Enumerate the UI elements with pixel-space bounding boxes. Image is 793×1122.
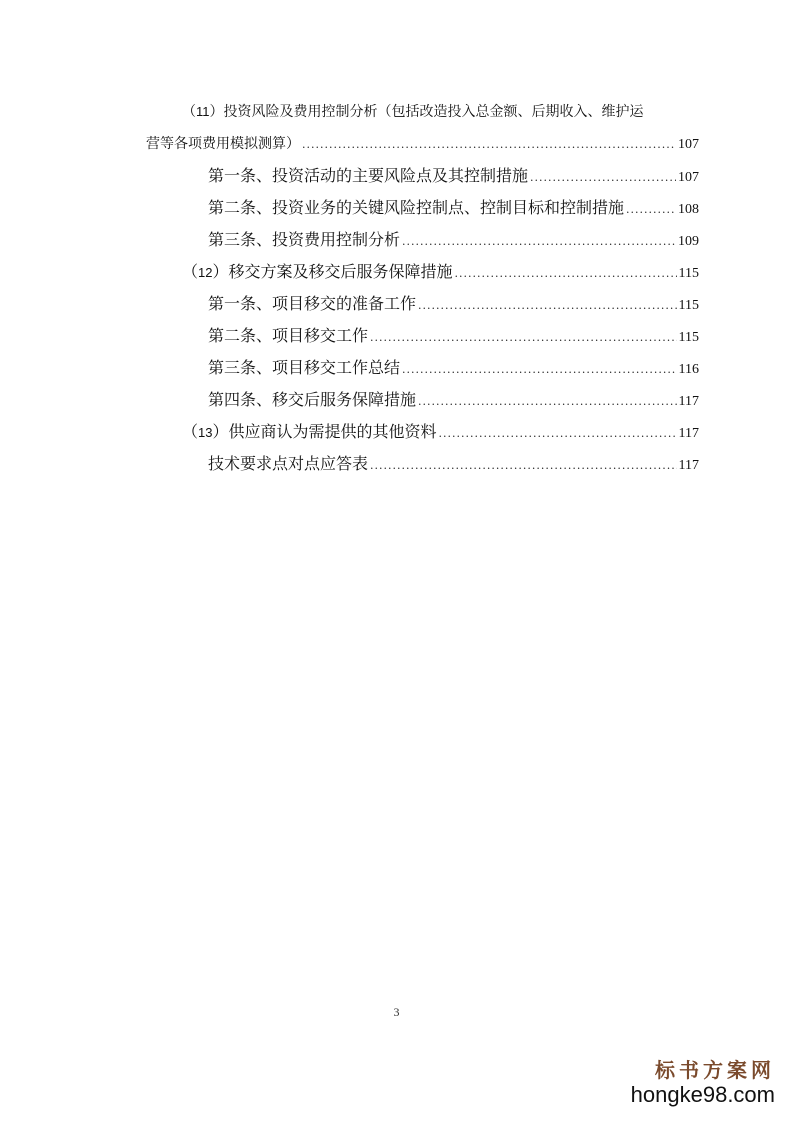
toc-sub-entry-title: 第四条、移交后服务保障措施 xyxy=(208,390,417,409)
dot-leader xyxy=(439,424,677,444)
toc-sub-entry-page: 117 xyxy=(678,394,699,409)
dot-leader xyxy=(302,135,676,155)
toc-sub-entry[interactable] xyxy=(146,162,699,194)
toc-sub-entry-page: 115 xyxy=(678,330,699,345)
toc-entry-12-page: 115 xyxy=(678,266,699,281)
toc-entry-13-page: 117 xyxy=(678,426,699,441)
dot-leader xyxy=(418,296,677,316)
toc-entry-13-title: （13）供应商认为需提供的其他资料 xyxy=(182,422,437,441)
toc-sub-entry-page: 107 xyxy=(678,170,699,185)
toc-sub-entry-title: 第三条、项目移交工作总结 xyxy=(208,358,401,377)
table-of-contents xyxy=(146,98,699,482)
page-number: 3 xyxy=(393,1005,400,1019)
toc-entry-12-text: 移交方案及移交后服务保障措施 xyxy=(228,262,453,281)
dot-leader xyxy=(530,168,676,188)
toc-entry-11-number: 11 xyxy=(196,104,210,119)
toc-sub-entry-page: 109 xyxy=(678,234,699,249)
dot-leader xyxy=(370,456,677,476)
toc-sub-entry[interactable] xyxy=(146,354,699,386)
toc-entry-12[interactable] xyxy=(146,258,699,290)
toc-sub-entry[interactable] xyxy=(146,450,699,482)
toc-entry-11[interactable] xyxy=(146,98,699,162)
toc-entry-13-text: 供应商认为需提供的其他资料 xyxy=(228,422,437,441)
toc-entry-11-title-line1: 投资风险及费用控制分析（包括改造投入总金额、后期收入、维护运 xyxy=(223,104,644,120)
dot-leader xyxy=(370,328,677,348)
toc-sub-entry-title: 第三条、投资费用控制分析 xyxy=(208,230,401,249)
toc-sub-entry[interactable] xyxy=(146,322,699,354)
toc-sub-entry-page: 117 xyxy=(678,458,699,473)
dot-leader xyxy=(402,360,677,380)
toc-sub-entry[interactable] xyxy=(146,290,699,322)
dot-leader xyxy=(418,392,677,412)
toc-sub-entry-page: 115 xyxy=(678,298,699,313)
toc-sub-entry-page: 116 xyxy=(678,362,699,377)
dot-leader xyxy=(455,264,677,284)
toc-entry-11-line2 xyxy=(146,130,699,162)
toc-entry-11-page: 107 xyxy=(678,137,699,152)
toc-sub-entry[interactable] xyxy=(146,386,699,418)
toc-sub-entry-page: 108 xyxy=(678,202,699,217)
dot-leader xyxy=(402,232,676,252)
toc-sub-entry-title: 第一条、项目移交的准备工作 xyxy=(208,294,417,313)
site-watermark-logo xyxy=(625,1058,775,1108)
dot-leader xyxy=(626,200,676,220)
watermark-url-text: hongke98.com xyxy=(630,1082,775,1107)
toc-entry-12-title: （12）移交方案及移交后服务保障措施 xyxy=(182,262,453,281)
toc-entry-12-number: 12 xyxy=(198,265,213,280)
toc-entry-11-title-line2: 营等各项费用模拟测算） xyxy=(146,136,300,152)
toc-sub-entry-title: 第二条、项目移交工作 xyxy=(208,326,369,345)
toc-sub-entry-title: 第一条、投资活动的主要风险点及其控制措施 xyxy=(208,166,529,185)
watermark-chinese-text: 标书方案网 xyxy=(655,1058,775,1082)
toc-sub-entry[interactable] xyxy=(146,194,699,226)
toc-sub-entry[interactable] xyxy=(146,226,699,258)
toc-sub-entry-title: 技术要求点对点应答表 xyxy=(208,454,369,473)
toc-entry-13-number: 13 xyxy=(198,425,213,440)
toc-sub-entry-title: 第二条、投资业务的关键风险控制点、控制目标和控制措施 xyxy=(208,198,625,217)
toc-entry-13[interactable] xyxy=(146,418,699,450)
toc-entry-11-line1: （11）投资风险及费用控制分析（包括改造投入总金额、后期收入、维护运 xyxy=(182,104,644,120)
